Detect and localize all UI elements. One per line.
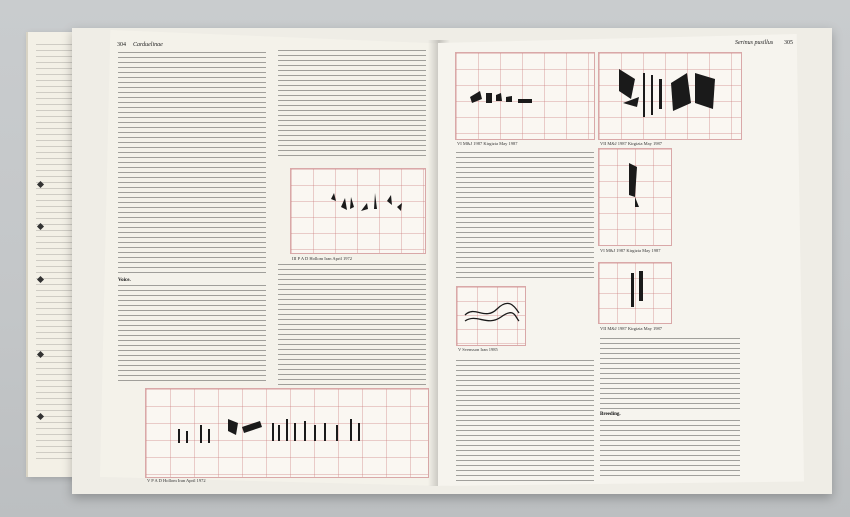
caption-IV: V P A D Hollom Iran April 1972: [147, 478, 206, 483]
sonogram-VII: [456, 286, 526, 346]
right-running-head: Serinus pusillus: [735, 40, 774, 46]
right-column-1-text: [456, 152, 594, 282]
sonogram-V: [455, 52, 595, 140]
right-page-number: 305: [784, 40, 793, 46]
left-page-number: 304: [117, 42, 126, 48]
left-column-1-text: [118, 52, 266, 274]
right-column-2-text-lower: [600, 420, 740, 480]
caption-VI: VII M&J 1987 Kirgizia May 1987: [600, 141, 663, 146]
sonogram-VI: [598, 52, 742, 140]
left-column-1-text-lower: [118, 285, 266, 385]
caption-III: III P A D Hollom Iran April 1972: [292, 256, 352, 261]
sonogram-IV: [145, 388, 429, 478]
caption-VII: V Svensson Iran 1985: [458, 347, 498, 352]
voice-heading: Voice.: [118, 278, 131, 283]
breeding-heading: Breeding.: [600, 412, 621, 417]
sonogram-III: [290, 168, 426, 254]
right-column-2-text: [600, 338, 740, 410]
caption-V: VI M&J 1987 Kirgizia May 1987: [457, 141, 518, 146]
bullet-markers: [38, 182, 48, 422]
left-column-2-text-lower: [278, 264, 426, 386]
right-column-1-text-lower: [456, 360, 594, 482]
caption-IX: VII M&J 1987 Kirgizia May 1987: [600, 326, 663, 331]
caption-VIII: VI M&J 1987 Kirgizia May 1987: [600, 248, 661, 253]
sonogram-IX: [598, 262, 672, 324]
left-running-head: Carduelinae: [133, 42, 163, 48]
sonogram-VIII: [598, 148, 672, 246]
left-column-2-text-top: [278, 50, 426, 160]
